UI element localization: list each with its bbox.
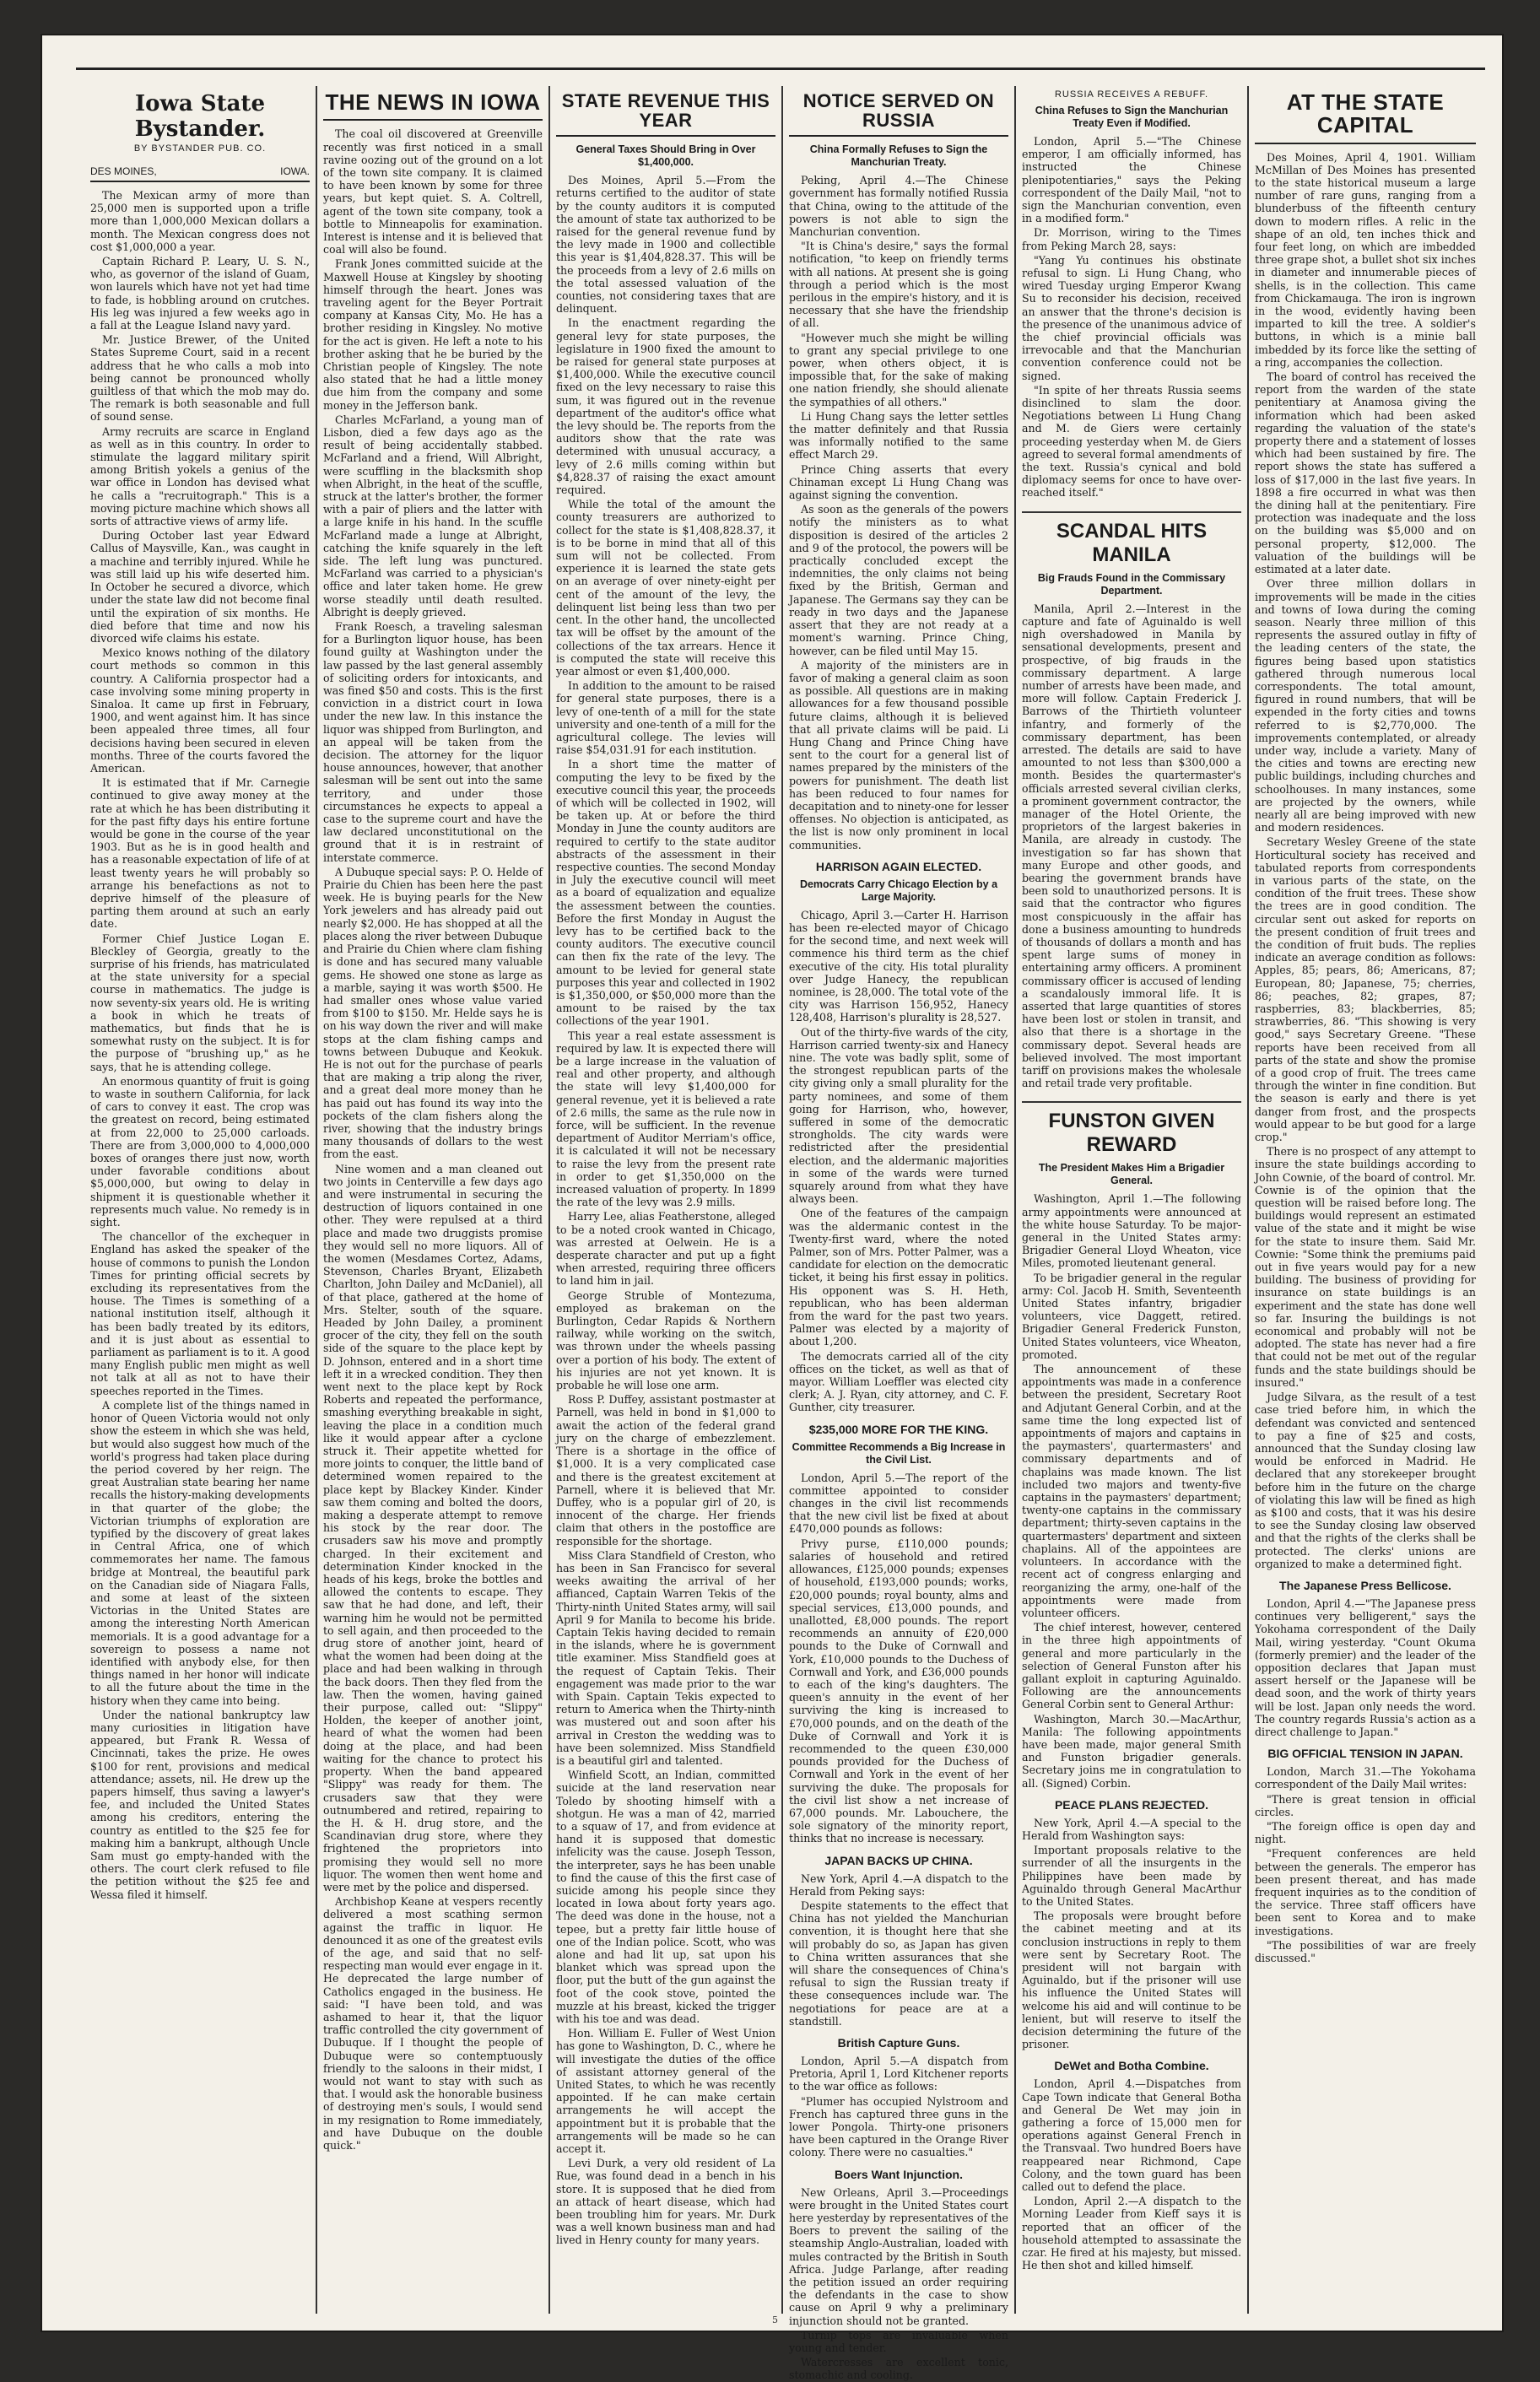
article-paragraph: In the enactment regarding the general levy for state purposes, the legislature in 1900 fixed the amount to be raised for general state purposes at $1,400,000. While the executive council fixed on the levy necessary to raise this sum, it was figured out in the revenue department of the auditor's office what the levy should be. The reports from the auditors show that the rate was determined with unusual accuracy, a levy of 2.6 mills coming within but $4,828.37 of raising the exact amount required. xyxy=(556,316,775,497)
column-6-body-b xyxy=(1255,1597,1476,1738)
article-paragraph: A majority of the ministers are in favor of making a general claim as soon as possible. All questions are in making allowances for a few thousand possible future claims, although it is believed that all private claims will be paid. Li Hung Chang and Prince Ching have sent to the court for a general list of names prepared by the ministers of the powers for punishment. The death list has been reduced to four names for decapitation and to ninety-one for lesser offenses. No objection is anticipated, as the list is now only prominent in local communities. xyxy=(789,658,1008,851)
masthead-state: IOWA. xyxy=(280,165,310,177)
column-2 xyxy=(317,86,550,2314)
article-paragraph: Out of the thirty-five wards of the city, Harrison carried twenty-six and Hanecy nine. The vote was badly split, some of the strongest republican parts of the city giving only a small plurality for the party nominees, and some of them going for Harrison, who, however, suffered in some of the democratic strongholds. The city wards were redistricted after the presidential election, and the aldermanic majorities in some of the wards were turned squarely around from what they have always been. xyxy=(789,1025,1008,1206)
article-paragraph: London, April 5.—A dispatch from Pretoria, April 1, Lord Kitchener reports to the war office as follows: xyxy=(789,2055,1008,2093)
notice-russia-subheading: China Formally Refuses to Sign the Manchurian Treaty. xyxy=(809,143,988,169)
boers-heading: Boers Want Injunction. xyxy=(835,2167,963,2181)
article-paragraph: Army recruits are scarce in England as well as in this country. In order to stimulate the laggard military spirit among British yokels a genius of the war office in London has devised what he calls a "recruitograph." This is a moving picture machine which shows all sorts of attractive views of army life. xyxy=(90,424,310,528)
column-5 xyxy=(1016,86,1249,2314)
column-3-body xyxy=(556,174,775,2247)
japan-tension-heading: BIG OFFICIAL TENSION IN JAPAN. xyxy=(1267,1747,1463,1761)
column-5-body-b xyxy=(1022,602,1241,1090)
article-paragraph: Mr. Justice Brewer, of the United States Supreme Court, said in a recent address that he who calls a mob into being cannot be pronounced wholly guiltless of that which the mob may do. The remark is both seasonable and full of sound sense. xyxy=(90,333,310,424)
article-paragraph: "However much she might be willing to grant any special privilege to one power, when others object, it is impossible that, for the sake of making one nation friendly, she should alienate the sympathies of all others." xyxy=(789,331,1008,408)
article-paragraph: The chancellor of the exchequer in England has asked the speaker of the house of commons to punish the London Times for printing official secrets by excluding its representatives from the house. The Times is something of a national institution itself, although it has been badly treated by its editors, and it is just about as essential to parliament as parliament is to it. A good many English public men might as well not talk at all as not to have their speeches reported in the Times. xyxy=(90,1230,310,1397)
article-paragraph: The announcement of these appointments was made in a conference between the president, Secretary Root and Adjutant General Corbin, and at the same time the long expected list of appointments of majors and captains in the paymasters', quartermasters' and commissary departments and of chaplains was made known. The list included two majors and twenty-five captains in the paymasters' department; twenty-one captains in the commissary department; thirty-seven captains in the quartermasters' department and sixteen chaplains. All of the appointees are volunteers. In accordance with the recent act of congress enlarging and reorganizing the army, one-half of the appointments were made from volunteer officers. xyxy=(1022,1363,1241,1619)
article-paragraph: Peking, April 4.—The Chinese government has formally notified Russia that China, owing to the attitude of the powers is not able to sign the Manchurian convention. xyxy=(789,174,1008,238)
british-guns-heading: British Capture Guns. xyxy=(837,2036,960,2050)
dewet-botha-heading: DeWet and Botha Combine. xyxy=(1054,2059,1209,2073)
masthead-city: DES MOINES, xyxy=(90,165,157,177)
harrison-heading: HARRISON AGAIN ELECTED. xyxy=(815,859,982,873)
peace-plans-heading: PEACE PLANS REJECTED. xyxy=(1054,1797,1209,1812)
top-rule xyxy=(76,68,1485,70)
article-paragraph: Captain Richard P. Leary, U. S. N., who, as governor of the island of Guam, won laurels which have not yet had time to fade, is hobbling around on crutches. His leg was injured a few weeks ago in a fall at the League Island navy yard. xyxy=(90,255,310,332)
article-paragraph: "There is great tension in official circles. xyxy=(1255,1792,1476,1818)
article-paragraph: London, April 2.—A dispatch to the Morning Leader from Kieff says it is reported that an officer of the household attempted to assassinate the czar. He fired at his majesty, but missed. He then shot and killed himself. xyxy=(1022,2195,1241,2272)
column-4-body-e xyxy=(789,2055,1008,2159)
article-paragraph: Judge Silvara, as the result of a test case tried before him, in which the defendant was convicted and sentenced to pay a fine of $25 and costs, announced that the Sunday closing law would be enforced in Madrid. He declared that any storekeeper brought before him in the future on the charge of violating this law will be fined as high as $100 and costs, that it was his desire to see the Sunday closing law observed and that the rights of the clerks shall be protected. The clerks' unions are organized to make a determined fight. xyxy=(1255,1391,1476,1570)
article-paragraph: "The foreign office is open day and night. xyxy=(1255,1819,1476,1846)
column-5-body-c xyxy=(1022,1192,1241,1789)
column-6-body-a xyxy=(1255,151,1476,1570)
article-paragraph: In a short time the matter of computing the levy to be fixed by the executive council this year, the proceeds of which will be collected in 1902, will be taken up. At or before the third Monday in June the county auditors are required to certify to the state auditor abstracts of the assessment in their respective counties. The second Monday in July the executive council will meet as a board of equalization and equalize the assessment between the counties. Before the first Monday in August the levy has to be certified back to the county auditors. The executive council can then fix the rate of the levy. The amount to be levied for general state purposes this year and collected in 1902 is $1,350,000, or $50,000 more than the amount to be raised by the tax collections of the year 1901. xyxy=(556,758,775,1028)
article-paragraph: Ross P. Duffey, assistant postmaster at Parnell, was held in bond in $1,000 to await the action of the federal grand jury on the charge of embezzlement. There is a shortage in the office of $1,000. It is a very complicated case and there is the greatest excitement at Parnell, where it is believed that Mr. Duffey, who is a popular girl of 20, is innocent of the charge. Her friends claim that others in the postoffice are responsible for the shortage. xyxy=(556,1393,775,1547)
article-paragraph: Frank Roesch, a traveling salesman for a Burlington liquor house, has been found guilty at Washington under the law passed by the last general assembly of soliciting orders for intoxicants, and was fined $50 and costs. This is the first conviction in a district court in Iowa under the new law. In this instance the liquor was shipped from Burlington, and an appeal will be taken from the decision. The attorney for the liquor house announces, however, that another salesman will be sent out into the same territory, and under those circumstances he expects to appeal a case to the supreme court and have the law declared unconstitutional on the ground that it is in restraint of interstate commerce. xyxy=(323,620,543,864)
article-paragraph: Chicago, April 3.—Carter H. Harrison has been re-elected mayor of Chicago for the second time, and next week will commence his third term as the chief executive of the city. His total plurality over Judge Hanecy, the republican nominee, is 28,000. The total vote of the city was Harrison 156,952, Hanecy 128,408, Harrison's plurality is 28,527. xyxy=(789,908,1008,1024)
article-paragraph: During October last year Edward Callus of Maysville, Kan., was caught in a machine and terribly injured. While he was still laid up his wife deserted him. In October he secured a divorce, which under the state law did not become final until the expiration of six months. He died before that time and now his divorced wife claims his estate. xyxy=(90,529,310,645)
article-paragraph: Levi Durk, a very old resident of La Rue, was found dead in a bench in his store. It is supposed that he died from an attack of heart disease, which had been troubling him for years. Mr. Durk was a well known business man and had lived in Henry county for many years. xyxy=(556,2157,775,2247)
article-paragraph: Despite statements to the effect that China has not yielded the Manchurian convention, it is thought here that she will probably do so, as Japan has given to China written assurances that she will share the consequences of China's refusal to sign the Russian treaty if these consequences include war. The negotiations for peace are at a standstill. xyxy=(789,1899,1008,2028)
article-paragraph: To be brigadier general in the regular army: Col. Jacob H. Smith, Seventeenth United States infantry, brigadier volunteers, vice Daggett, retired. Brigadier General Frederick Funston, United States volunteers, vice Wheaton, promoted. xyxy=(1022,1271,1241,1361)
article-paragraph: Dr. Morrison, wiring to the Times from Peking March 28, says: xyxy=(1022,226,1241,252)
japan-heading: JAPAN BACKS UP CHINA. xyxy=(824,1853,973,1867)
article-paragraph: "It is China's desire," says the formal notification, "to keep on friendly terms with all nations. At present she is going through a period which is the most perilous in the empire's history, and it is necessary that she have the friendship of all. xyxy=(789,240,1008,330)
state-capital-heading: AT THE STATE CAPITAL xyxy=(1255,86,1476,144)
masthead-publisher: BY BYSTANDER PUB. CO. xyxy=(133,143,267,154)
article-paragraph: As soon as the generals of the powers notify the ministers as to what disposition is desired of the articles 2 and 9 of the protocol, the powers will be practically concluded except the indemnities, the only claims not being fixed by the British, German and Japanese. The Germans say they can be ready in two days and the Japanese assert that they are not ready at a moment's warning. Prince Ching, however, can be filed until May 15. xyxy=(789,503,1008,657)
russia-rebuff-subheading: China Refuses to Sign the Manchurian Treaty Even if Modified. xyxy=(1035,105,1229,129)
article-paragraph: New York, April 4.—A special to the Herald from Washington says: xyxy=(1022,1816,1241,1842)
news-in-iowa-heading: THE NEWS IN IOWA xyxy=(323,86,543,121)
article-paragraph: Washington, April 1.—The following army appointments were announced at the white house Saturday. To be major-general in the United States army: Brigadier General Lloyd Wheaton, vice Miles, promoted lieutenant general. xyxy=(1022,1192,1241,1270)
article-paragraph: "Yang Yu continues his obstinate refusal to sign. Li Hung Chang, who wired Tuesday urging Emperor Kwang Su to reconsider his decision, received an answer that the throne's decision is the presence of the unanimous advice of the chief provincial officials was irrevocable and that the Manchurian convention conference could not be signed. xyxy=(1022,253,1241,382)
article-paragraph: Des Moines, April 5.—From the returns certified to the auditor of state by the county auditors it is computed the amount of state tax authorized to be raised for the general revenue fund by the levy made in 1900 and collectible this year is $1,404,828.37. This will be the proceeds from a levy of 2.6 mills on the total assessed valuation of the counties, not considering taxes that are delinquent. xyxy=(556,174,775,316)
article-paragraph: Li Hung Chang says the letter settles the matter definitely and that Russia was informally notified to the same effect March 29. xyxy=(789,409,1008,462)
article-paragraph: A complete list of the things named in honor of Queen Victoria would not only show the esteem in which she was held, but would also suggest how much of the world's progress had taken place during the period covered by her reign. The great Australian state bearing her name recalls the history-making developments in that quarter of the globe; the Victorian triumphs of exploration are typified by the discovery of great lakes in Central Africa, one of which commemorates her name. The famous bridge at Montreal, the beautiful park on the Canadian side of Niagara Falls, and some at least of the sixteen Victorias in the United States are among the interesting North American memorials. It is a good advantage for a sovereign to possess a name not identified with anybody else, for then things named in her honor will indicate to all the future about the time in the history when they came into being. xyxy=(90,1398,310,1707)
article-paragraph: A Dubuque special says: P. O. Helde of Prairie du Chien has been here the past week. He is buying pearls for the New York jewelers and has already paid out nearly $2,000. He has shopped at all the places along the river between Dubuque and Prairie du Chien where clam fishing is done and has secured many valuable gems. He showed one stone as large as a marble, saying it was worth $500. He had smaller ones whose value varied from $100 to $150. Mr. Helde says he is on his way down the river and will make stops at the clam fishing camps and towns between Dubuque and Keokuk. He is not out for the purchase of pearls that are making a trip along the river, and a great deal more money than he has paid out has found its way into the pockets of the clam fishers along the river, showing that the industry brings many thousands of dollars to the west from the east. xyxy=(323,865,543,1161)
article-paragraph: George Struble of Montezuma, employed as brakeman on the Burlington, Cedar Rapids & Northern railway, while working on the switch, was thrown under the wheels passing over a portion of his body. The extent of his injuries are not yet known. It is probable he will lose one arm. xyxy=(556,1288,775,1392)
article-paragraph: Under the national bankruptcy law many curiosities in litigation have appeared, but Frank R. Wessa of Cincinnati, takes the prize. He owes $100 for rent, provisions and medical attendance; assets, nil. He drew up the papers himself, thus saving a lawyer's fee, and included the United States among his creditors, entering the country as entitled to the $25 fee for making him a bankrupt, although Uncle Sam must go empty-handed with the others. The court clerk refused to file the petition without the $25 fee and Wessa filed it himself. xyxy=(90,1708,310,1901)
article-paragraph: There is no prospect of any attempt to insure the state buildings according to John Cownie, of the board of control. Mr. Cownie is of the opinion that the question will be raised before long. The buildings would represent an estimated value of the state and it might be wise for the state to insure them. Said Mr. Cownie: "Some think the premiums paid out in five years would pay for a new building. The business of providing for insurance on state buildings is an experiment and the state has done well so far. Insuring the buildings is not economical and probably will not be adopted. The state has never had a fire that could not be met out of the regular funds and the state buildings should be insured." xyxy=(1255,1145,1476,1389)
article-paragraph: Hon. William E. Fuller of West Union has gone to Washington, D. C., where he will investigate the duties of the office of assistant attorney general of the United States, to which he was recently appointed. If he can make certain arrangements he will accept the appointment but it is probable that the arrangements will be made so he can accept it. xyxy=(556,2027,775,2156)
column-1 xyxy=(84,86,317,2314)
article-paragraph: London, April 4.—Dispatches from Cape Town indicate that General Botha and General De Wet may join in gathering a force of 15,000 men for operations against General French in the Transvaal. Two hundred Boers have reappeared near Richmond, Cape Colony, and the town guard has been called out to defend the place. xyxy=(1022,2077,1241,2194)
column-4-body-c xyxy=(789,1472,1008,1845)
column-3 xyxy=(550,86,783,2314)
column-4-body-d xyxy=(789,1872,1008,2028)
column-4-body-b xyxy=(789,909,1008,1414)
article-paragraph: One of the features of the campaign was the aldermanic contest in the Twenty-first ward, where the noted Palmer, son of Mrs. Potter Palmer, was a candidate for election on the democratic ticket, it being his first essay in politics. His opponent was S. H. Heth, republican, who has been alderman from the ward for the past two years. Palmer was elected by a majority of about 1,200. xyxy=(789,1207,1008,1348)
state-revenue-heading: STATE REVENUE THIS YEAR xyxy=(556,86,775,137)
article-paragraph: Washington, March 30.—MacArthur, Manila: The following appointments have been made, major general Smith and Funston brigadier generals. Secretary joins me in congratulation to all. (Signed) Corbin. xyxy=(1022,1712,1241,1790)
column-4-body-a xyxy=(789,174,1008,851)
article-paragraph: Des Moines, April 4, 1901. William McMillan of Des Moines has presented to the state historical museum a large number of rare guns, ranging from a blunderbuss of the fifteenth century down to modern rifles. A relic in the shape of an old, ten inches thick and four feet long, on which are imbedded three grape shot, a bullet shot six inches in diameter and innumerable pieces of shells, is in the collection. This came from Chickamauga. The iron is ingrown in the wood, evidently having been imparted to kill the tree. A soldier's buttons, in which is a minie ball imbedded by its force like the setting of a ring, accompanies the collection. xyxy=(1255,150,1476,369)
article-paragraph: Mexico knows nothing of the dilatory court methods so common in this country. A California prospector had a case involving some mining property in Sinaloa. It came up first in February, 1900, and went against him. It has since been appealed three times, all four decisions having been secured in eleven months. Three of the courts favored the American. xyxy=(90,646,310,775)
article-paragraph: Prince Ching asserts that every Chinaman except Li Hung Chang was against signing the convention. xyxy=(789,462,1008,502)
article-paragraph: Over three million dollars in improvements will be made in the cities and towns of Iowa during the coming season. Nearly three million of this represents the assured outlay in fifty of the leading centers of the state, the figures being based upon statistics gathered through numerous local correspondents. The total amount, figured in round numbers, that will be expended in the forty cities and towns referred to is $2,770,000. The improvements contemplated, or already under way, include a variety. Many of the cities and towns are erecting new public buildings, including churches and schoolhouses. In many instances, some are projected by the owners, while nearly all are being improved with new and modern residences. xyxy=(1255,577,1476,835)
column-2-body xyxy=(323,127,543,2152)
scandal-manila-subheading: Big Frauds Found in the Commissary Department. xyxy=(1037,571,1226,597)
article-paragraph: Turnip tops are invaluable when young and tender. xyxy=(789,2328,1008,2355)
column-4-body-f xyxy=(789,2186,1008,2382)
article-paragraph: Watercresses are excellent tonic, stomachic and cooling. xyxy=(789,2356,1008,2382)
funston-subheading: The President Makes Him a Brigadier General. xyxy=(1038,1162,1225,1187)
article-paragraph: The coal oil discovered at Greenville recently was first noticed in a small ravine oozing out of the ground on a lot of the town site company. It is claimed to have been known by some for three years, but kept quiet. S. A. Coltrell, agent of the town site company, took a bottle to Minneapolis for examination. Interest is intense and it is believed that coal will also be found. xyxy=(323,127,543,257)
harrison-subheading: Democrats Carry Chicago Election by a Large Majority. xyxy=(799,878,998,903)
article-paragraph: New York, April 4.—A dispatch to the Herald from Peking says: xyxy=(789,1872,1008,1898)
japanese-press-heading: The Japanese Press Bellicose. xyxy=(1279,1578,1451,1592)
article-paragraph: New Orleans, April 3.—Proceedings were brought in the United States court here yesterday by representatives of the Boers to prevent the sailing of the steamship Anglo-Australian, loaded with mules contracted by the British in South Africa. Judge Parlange, after reading the petition issued an order requiring the defendants in the case to show cause on April 9 why a preliminary injunction should not be granted. xyxy=(789,2185,1008,2327)
article-paragraph: "In spite of her threats Russia seems disinclined to slam the door. Negotiations between Li Hung Chang and M. de Giers were certainly proceeding yesterday when M. de Giers agreed to several formal amendments of the text. Russia's cynical and bold diplomacy seems for once to have over-reached itself." xyxy=(1022,383,1241,500)
column-5-body-a xyxy=(1022,135,1241,500)
article-paragraph: Nine women and a man cleaned out two joints in Centerville a few days ago and were instrumental in securing the destruction of liquors contained in one other. They were repulsed at a third place and made two druggists promise they would sell no more liquors. All of the women (Mesdames Cortez, Adams, Stevenson, Charles Bryant, Elizabeth Charlton, John Dailey and McDaniel), all of that place, gathered at the home of Mrs. Stelter, south of the square. Headed by John Dailey, a prominent grocer of the city, they fell on the south side of the square to the place kept by D. Johnson, entered and in a short time left it in a wrecked condition. They then went next to the place kept by Rock Roberts and repeated the performance, smashing everything breakable in sight, leaving the place in a condition much like it would appear after a cyclone struck it. Their appetite whetted for more joints to conquer, the little band of determined women repaired to the place kept by Blackey Kinder. Kinder saw them coming and bolted the doors, making a desperate attempt to remove his stock by the rear door. The crusaders saw his move and promptly charged. In their excitement and determination Kinder knocked in the heads of his kegs, broke the bottles and allowed the contents to escape. They saw that he had done, and left, their warning him he would not be permitted to sell again, and then proceeded to the drug store of another joint, heard of what the women had been doing at the place and had been walking in through the back doors. Then they fled from the law. Then the women, having gained their purpose, called out: "Slippy" Holden, the keeper of another joint, heard of what the women had been doing at the place, and had been waiting for the chance to protect his property. When the band appeared "Slippy" was ready for them. The crusaders saw that they were outnumbered and retired, repairing to the H. & H. drug store, and the Scandinavian drug store, where they frightened the proprietors into promising they would sell no more liquor. The women then went home and were met by the police and dispersed. xyxy=(323,1162,543,1893)
masthead-place xyxy=(90,165,310,182)
article-paragraph: The board of control has received the report from the warden of the state penitentiary at Anamosa giving the information which had been asked regarding the valuation of the state's property there and a statement of losses which had been sustained by fire. The report shows the state has suffered a loss of $17,000 in the last five years. In 1898 a fire occurred in what was then the dining hall at the penitentiary. Fire protection was inadequate and the loss on the building was $5,000 and on personal property, $12,000. The valuation of the buildings will be estimated at a later date. xyxy=(1255,370,1476,576)
column-5-body-d xyxy=(1022,1817,1241,2051)
columns xyxy=(84,86,1494,2382)
article-paragraph: London, March 31.—The Yokohama correspondent of the Daily Mail writes: xyxy=(1255,1765,1476,1791)
article-paragraph: "Plumer has occupied Nylstroom and French has captured three guns in the lower Pongola. Thirty-one prisoners have been captured in the Orange River colony. There were no casualties." xyxy=(789,2094,1008,2159)
article-paragraph: An enormous quantity of fruit is going to waste in southern California, for lack of cars to convey it east. The crop was the greatest on record, being estimated at from 22,000 to 25,000 carloads. There are from 3,000,000 to 4,000,000 boxes of oranges there just now, worth under favorable conditions about $5,000,000, but owing to delay in shipment it is questionable whether it represents much value. No remedy is in sight. xyxy=(90,1074,310,1229)
article-paragraph: Secretary Wesley Greene of the state Horticultural society has received and tabulated reports from correspondents in various parts of the state, on the condition of the fruit trees. These show the trees are in good condition. The circular sent out asked for reports on the present condition of fruit trees and the condition of fruit buds. The replies indicate an average condition as follows: Apples, 85; pears, 86; Americans, 87; European, 80; Japanese, 75; cherries, 86; peaches, 82; grapes, 87; raspberries, 83; blackberries, 85; strawberries, 86. "This showing is very good," says Secretary Greene. "These reports have been received from all parts of the state and show the promise of a good crop of fruit. The trees came through the winter in fine condition. But the season is early and there is yet danger from frost, and the prospects would appear to be but good for a large crop." xyxy=(1255,835,1476,1144)
king-subheading: Committee Recommends a Big Increase in the Civil List. xyxy=(792,1440,1006,1466)
article-paragraph: It is estimated that if Mr. Carnegie continued to give away money at the rate at which he has been distributing it for the past fifty days his entire fortune would be gone in the course of the year 1903. But as he is in good health and has a reasonable expectation of life of at least twenty years he will probably so arrange his benefactions as not to deprive himself of the pleasure of parting them around at such an early date. xyxy=(90,776,310,931)
king-heading: $235,000 MORE FOR THE KING. xyxy=(808,1422,989,1436)
scandal-manila-heading: SCANDAL HITS MANILA xyxy=(1022,511,1241,567)
article-paragraph: "The possibilities of war are freely discussed." xyxy=(1255,1938,1476,1965)
article-paragraph: Archbishop Keane at vespers recently delivered a most scathing sermon against the traffic in liquor. He denounced it as one of the greatest evils of the age, and said that no self-respecting man would ever engage in it. He deprecated the large number of Catholics engaged in the business. He said: "I have been told, and was ashamed to hear it, that the liquor traffic controlled the city government of Dubuque. If I thought the people of Dubuque were so contemptuously friendly to the saloons in their midst, I would not want to stay with such as that. I would ask the honorable business of destroying men's souls, I would send in my resignation to Rome immediately, and have Dubuque on the double quick." xyxy=(323,1895,543,2152)
funston-heading: FUNSTON GIVEN REWARD xyxy=(1022,1101,1241,1157)
article-paragraph: Harry Lee, alias Featherstone, alleged to be a noted crook wanted in Chicago, was arrested at Oelwein. He is a desperate character and put up a fight when arrested, requiring three officers to land him in jail. xyxy=(556,1210,775,1288)
article-paragraph: Frank Jones committed suicide at the Maxwell House at Kingsley by shooting himself through the heart. Jones was traveling agent for the Beyer Portrait company at Kansas City, Mo. He has a brother residing in Kingsley. No motive for the act is given. He left a note to his brother asking that he be buried by the Christian people of Kingsley. The note also stated that he had a little money due him from the company and some money in the Jefferson bank. xyxy=(323,257,543,412)
newspaper-page xyxy=(42,35,1502,2382)
column-5-body-e xyxy=(1022,2077,1241,2271)
article-paragraph: London, April 5.—The report of the committee appointed to consider changes in the civil list recommends that the new civil list be fixed at about £470,000 pounds as follows: xyxy=(789,1471,1008,1536)
column-6 xyxy=(1249,86,1482,2314)
state-revenue-subheading: General Taxes Should Bring in Over $1,400,000. xyxy=(575,143,756,169)
article-paragraph: This year a real estate assessment is required by law. It is expected there will be a large increase in the valuation of real and other property, and although the state will levy $1,400,000 for general revenue, yet it is believed a rate of 2.6 mills, the same as the rule now in force, will be sufficient. In the revenue department of Auditor Merriam's office, it is calculated it will not be necessary to raise the levy from the present rate in order to get $1,350,000 on the increased valuation of property. In 1899 the rate of the levy was 2.9 mills. xyxy=(556,1029,775,1209)
article-paragraph: The Mexican army of more than 25,000 men is supported upon a trifle more than 1,000,000 Mexican dollars a month. The Mexican congress does not cost $1,000,000 a year. xyxy=(90,189,310,253)
article-paragraph: Former Chief Justice Logan E. Bleckley of Georgia, greatly to the surprise of his friends, has matriculated at the state university for a special course in mathematics. The judge is now seventy-six years old. He is writing a book in which he treats of mathematics, but finds that he is somewhat rusty on the subject. It is for the purpose of "brushing up," as he says, that he is attending college. xyxy=(90,932,310,1073)
column-6-body-c xyxy=(1255,1765,1476,1964)
article-paragraph: Privy purse, £110,000 pounds; salaries of household and retired allowances, £125,000 pounds; expenses of household, £193,000 pounds; works, £20,000 pounds; royal bounty, alms and special services, £13,000 pounds, and unallotted, £8,000 pounds. The report recommends an annuity of £20,000 pounds to the Duke of Cornwall and York, £10,000 pounds to the Duchess of Cornwall and York, and £36,000 pounds to each of the king's daughters. The queen's annuity in the event of her surviving the king is increased to £70,000 pounds, and on the death of the Duke of Cornwall and York it is recommended to the queen £30,000 pounds provided for the Duchess of Cornwall and York in the event of her surviving the duke. The proposals for the civil list show a net increase of 67,000 pounds. Mr. Labouchere, the sole signatory of the minority report, thinks that no increase is necessary. xyxy=(789,1537,1008,1845)
article-paragraph: The proposals were brought before the cabinet meeting and at its conclusion instructions in reply to them were sent by Secretary Root. The president will not bargain with Aguinaldo, but if the prisoner will use his influence the United States will welcome his aid and will continue to be lenient, but will reserve to itself the decision determining the future of the prisoner. xyxy=(1022,1909,1241,2051)
article-paragraph: Charles McFarland, a young man of Lisbon, died a few days ago as the result of being accidentally stabbed. McFarland and a friend, Will Albright, were scuffling in the blacksmith shop when Albright, in the heat of the scuffle, struck at the latter's brother, the former with a pair of pliers and the latter with a large knife in his hand. In the scuffle McFarland made a lunge at Albright, catching the knife squarely in the left side. The left lung was punctured. McFarland was carried to a physician's office and later taken home. He grew worse steadily until death resulted. Albright is deeply grieved. xyxy=(323,413,543,618)
article-paragraph: The democrats carried all of the city offices on the ticket, as well as that of mayor. William Loeffler was elected city clerk; A. J. Ryan, city attorney, and C. F. Gunther, city treasurer. xyxy=(789,1349,1008,1414)
article-paragraph: The chief interest, however, centered in the three high appointments of general and more particularly in the selection of General Funston after his gallant exploit in capturing Aguinaldo. Following are the announcements General Corbin sent to General Arthur: xyxy=(1022,1621,1241,1711)
article-paragraph: London, April 4.—"The Japanese press continues very belligerent," says the Yokohama correspondent of the Daily Mail, wiring yesterday. "Count Okuma (formerly premier) and the leader of the opposition declares that Japan must assert herself or the Japanese will be dead soon, and the work of thirty years will be lost. Japan only needs the word. The country regards Russia's action as a direct challenge to Japan." xyxy=(1255,1596,1476,1738)
masthead-title: Iowa State Bystander. xyxy=(134,91,266,142)
article-paragraph: Winfield Scott, an Indian, committed suicide at the land reservation near Toledo by shooting himself with a shotgun. He was a man of 42, married to a squaw of 17, and from evidence at hand it is supposed that domestic infelicity was the cause. Joseph Tesson, the interpreter, says he has been unable to find the cause of this the first case of suicide among his people since they located in Iowa about forty years ago. The deed was done in the house, not a tepee, but a pretty fair little house of one of the Indian police. Scott, who was alone and had lit up, sat upon his blanket which was spread upon the floor, put the butt of the gun against the foot of the cook stove, pointed the muzzle at his breast, kicked the trigger with his toe and was dead. xyxy=(556,1769,775,2026)
column-4 xyxy=(783,86,1016,2382)
article-paragraph: London, April 5.—"The Chinese emperor, I am officially informed, has instructed the Chinese plenipotentiaries," says the Peking correspondent of the Daily Mail, "not to sign the Manchurian convention, even in a modified form." xyxy=(1022,135,1241,225)
article-paragraph: "Frequent conferences are held between the generals. The emperor has been present thereat, and has made frequent inquiries as to the condition of the service. Three staff officers have been sent to Korea and to make investigations. xyxy=(1255,1847,1476,1937)
article-paragraph: Important proposals relative to the surrender of all the insurgents in the Philippines have been made by Aguinaldo through General MacArthur to the United States. xyxy=(1022,1844,1241,1908)
article-paragraph: Manila, April 2.—Interest in the capture and fate of Aguinaldo is well nigh overshadowed in Manila by sensational developments, present and prospective, of big frauds in the commissary department. A large number of arrests have been made, and more will follow. Captain Frederick J. Barrows of the Thirtieth volunteer infantry, and formerly of the commissary department, has been arrested. The details are said to have amounted to not less than $300,000 a month. Besides the quartermaster's officials arrested several civilian clerks, a prominent government contractor, the manager of the Hotel Oriente, the proprietors of the largest bakeries in Manila, are already in custody. The investigation so far has shown that many Europe and other goods, and bearing the government brands have been sold to unauthorized persons. It is said that the contractor who figures most conspicuously in the affair has done a business amounting to hundreds of thousands of dollars a month and has spent large sums of money in entertaining army officers. A prominent commissary officer is accused of lending a scandalously immoral life. It is asserted that large quantities of stores have been lost or stolen in transit, and also that there is a shortage in the commissary depot. Several heads are believed involved. The most important tariff on provisions makes the wholesale and retail trade very profitable. xyxy=(1022,602,1241,1090)
article-paragraph: Miss Clara Standfield of Creston, who has been in San Francisco for several weeks awaiting the arrival of her affianced, Captain Warren Tekis of the Thirty-ninth United States army, will sail April 9 for Manila to become his bride. Captain Tekis having decided to remain in the islands, where he is government title examiner. Miss Standfield goes at the request of Captain Tekis. Their engagement was made prior to the war with Spain. Captain Tekis expected to return to America when the Thirty-ninth was mustered out and soon after his arrival in Creston the wedding was to have been solemnized. Miss Standfield is a beautiful girl and talented. xyxy=(556,1548,775,1767)
notice-russia-heading: NOTICE SERVED ON RUSSIA xyxy=(789,86,1008,137)
article-paragraph: In addition to the amount to be raised for general state purposes, there is a levy of one-tenth of a mill for the state university and one-tenth of a mill for the agricultural college. The levies will raise $54,031.91 for each institution. xyxy=(556,679,775,757)
russia-rebuff-kicker: RUSSIA RECEIVES A REBUFF. xyxy=(1054,89,1209,100)
column-1-body xyxy=(90,189,310,1901)
page-number: 5 xyxy=(772,2314,778,2325)
article-paragraph: While the total of the amount the county treasurers are authorized to collect for the state is $1,408,828.37, it is to be borne in mind that all of this sum will not be collected. From experience it is learned the state gets on an average of over ninety-eight per cent of the amount of the levy, the delinquent list being less than two per cent. In the other hand, the uncollected tax will be offset by the amount of the collections of the tax arrears. Hence it is computed the state will receive this year almost or even $1,400,000. xyxy=(556,498,775,678)
